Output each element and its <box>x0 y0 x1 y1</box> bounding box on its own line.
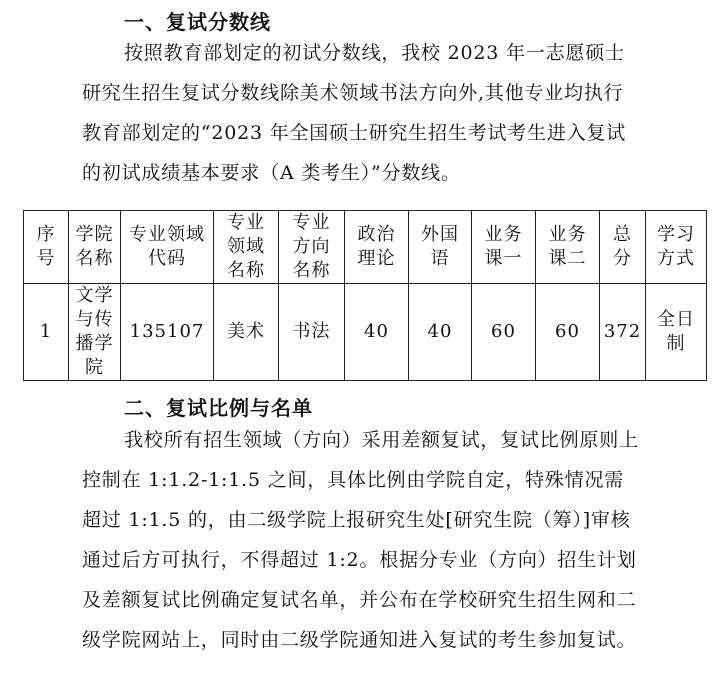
header-course-2: 业务课二 <box>536 211 600 284</box>
header-total: 总分 <box>600 211 646 284</box>
header-direction-name: 专业方向名称 <box>279 211 345 284</box>
section-1-paragraph <box>82 33 642 193</box>
cell-course-1: 60 <box>472 284 536 381</box>
cell-index: 1 <box>24 284 69 381</box>
cell-study-mode: 全日制 <box>646 284 707 381</box>
score-table <box>23 210 707 381</box>
cell-total: 372 <box>600 284 646 381</box>
header-foreign-language: 外国语 <box>409 211 472 284</box>
table-header-row <box>24 211 707 284</box>
section-1-heading: 一、复试分数线 <box>124 10 271 34</box>
cell-course-2: 60 <box>536 284 600 381</box>
cell-direction-name: 书法 <box>279 284 345 381</box>
header-politics: 政治理论 <box>345 211 409 284</box>
header-field-name: 专业领域名称 <box>214 211 279 284</box>
header-field-code: 专业领域代码 <box>121 211 214 284</box>
table-row <box>24 284 707 381</box>
header-index: 序号 <box>24 211 69 284</box>
header-study-mode: 学习方式 <box>646 211 707 284</box>
section-2-heading: 二、复试比例与名单 <box>124 396 313 420</box>
header-college: 学院名称 <box>69 211 121 284</box>
section-1-text: 按照教育部划定的初试分数线，我校 2023 年一志愿硕士研究生招生复试分数线除美术领域书法方向外,其他专业均执行教育部划定的“2023 年全国硕士研究生招生考试考生进入复试的初试成绩基本要求（A 类考生）”分数线。 <box>82 42 627 184</box>
cell-field-name: 美术 <box>214 284 279 381</box>
cell-politics: 40 <box>345 284 409 381</box>
header-course-1: 业务课一 <box>472 211 536 284</box>
section-2-text: 我校所有招生领域（方向）采用差额复试，复试比例原则上控制在 1:1.2-1:1.5 之间，具体比例由学院自定，特殊情况需超过 1:1.5 的，由二级学院上报研究生处[研究生院（筹）]审核通过后方可执行，不得超过 1:2。根据分专业（方向）招生计划及差额复试比例确定复试名单，并公布在学校研究生招生网和二级学院网站上，同时由二级学院通知进入复试的考生参加复试。 <box>82 429 639 651</box>
section-2-paragraph <box>82 420 642 660</box>
cell-field-code: 135107 <box>121 284 214 381</box>
cell-college: 文学与传播学院 <box>69 284 121 381</box>
cell-foreign-language: 40 <box>409 284 472 381</box>
